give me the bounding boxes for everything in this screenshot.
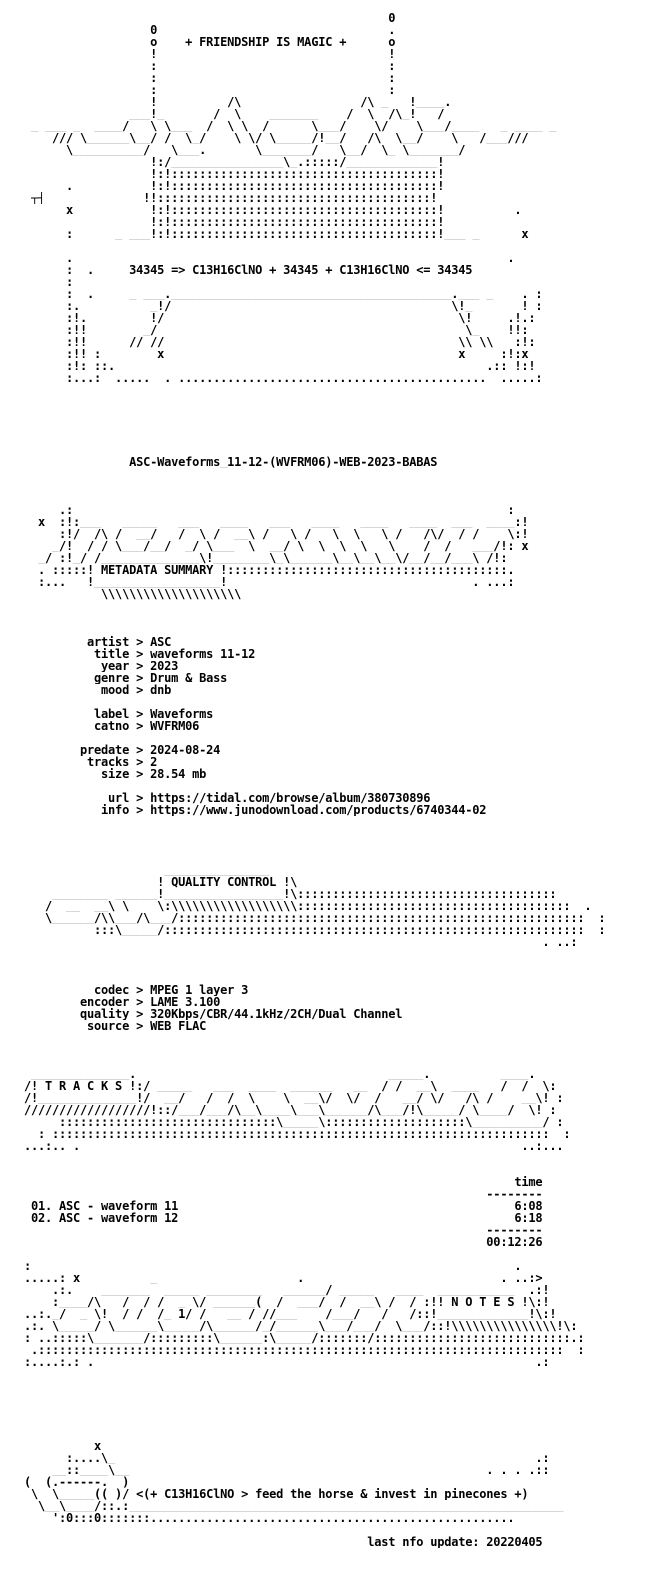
nfo-line: /!______________!/ __/ / / \ \ __\/ \/ / __/ \/ /\ / __\! : [24, 1092, 564, 1104]
nfo-line [24, 816, 605, 828]
nfo-line: .: : [24, 504, 515, 516]
nfo-line [24, 492, 605, 504]
nfo-line: ________ ______!_________________!\::::::::::::::::::::::::::::::::::::: [24, 888, 557, 900]
nfo-line: :....\_ .: [24, 1452, 550, 1464]
qc-source: source > WEB FLAC [24, 1020, 207, 1032]
tracks-header: /! T R A C K S !:/ _____ ___ ____ ______ __ / / __\ ____ / / \: [24, 1080, 557, 1092]
nfo-line: x !:!::::::::::::::::::::::::::::::::::::::! . [24, 204, 522, 216]
nfo-line: x [24, 1440, 102, 1452]
nfo-line [24, 828, 605, 840]
nfo-line: __::____\__ . . . .:: [24, 1464, 550, 1476]
nfo-line: _ ___ _ ____/ \ \___ / \ \ / \___/ \/ \___/____ _ ____ _ [24, 120, 557, 132]
nfo-line [24, 624, 605, 636]
nfo-line: : : [24, 72, 396, 84]
nfo-line: :::::::::::::::::::::::::::::::\_____\::::::::::::::::::::\__________/ : [24, 1116, 564, 1128]
nfo-line: :!! // // \\ \\ :!: [24, 336, 536, 348]
meta-title: title > waveforms 11-12 [24, 648, 256, 660]
nfo-line [24, 972, 605, 984]
qc-codec: codec > MPEG 1 layer 3 [24, 984, 249, 996]
nfo-line: ( (.------. ) [24, 1476, 543, 1488]
nfo-line: :. _!/ \!_ ! : [24, 300, 543, 312]
nfo-line [24, 1548, 605, 1560]
nfo-line: :!! : x x :!:x [24, 348, 529, 360]
nfo-line [24, 600, 605, 612]
nfo-line: :....:.: . .: [24, 1356, 550, 1368]
nfo-line: : . 34345 => C13H16ClNO + 34345 + C13H16ClNO <= 34345 [24, 264, 473, 276]
nfo-line: x :!:___ _____ ___ ____ ___ ____ ____ ____ ___ ____:! [24, 516, 529, 528]
track-time-header: time [24, 1176, 543, 1188]
nfo-line: : _ ___!:!::::::::::::::::::::::::::::::::::::::!___ _ x [24, 228, 529, 240]
nfo-line [24, 432, 605, 444]
nfo-line [24, 240, 605, 252]
nfo-line [24, 468, 605, 480]
meta-predate: predate > 2024-08-24 [24, 744, 221, 756]
notes-text [24, 1524, 605, 1536]
nfo-line: .....: x _ . . ..:> [24, 1272, 543, 1284]
nfo-line: : : [24, 84, 396, 96]
nfo-line [24, 1560, 605, 1572]
nfo-line: .:. \_____/ \______\_____/\______/_/______\___/___/ \___/::!\\\\\\\\\\\\\\\!\: [24, 1320, 578, 1332]
nfo-line: :::\_____/:::::::::::::::::::::::::::::::::::::::::::::::::::::::::::: : [24, 924, 606, 936]
nfo-line: ...:.. . ..:... [24, 1140, 564, 1152]
meta-year: year > 2023 [24, 660, 179, 672]
track-row-1: 01. ASC - waveform 11 6:08 [24, 1200, 543, 1212]
nfo-line: \__________/ \___. \_______/ \__/ \_ \_______/ [24, 144, 466, 156]
nfo-line [24, 396, 605, 408]
nfo-line [24, 0, 605, 12]
nfo-line: ':0:::0:::::::.................................................... [24, 1512, 515, 1524]
qc-quality: quality > 320Kbps/CBR/44.1kHz/2CH/Dual Channel [24, 1008, 403, 1020]
nfo-line [24, 420, 605, 432]
nfo-line [24, 852, 605, 864]
nfo-line: . !:!::::::::::::::::::::::::::::::::::::::! [24, 180, 445, 192]
meta-artist: artist > ASC [24, 636, 172, 648]
nfo-line [24, 1248, 605, 1260]
nfo-line [24, 1152, 605, 1164]
nfo-line [24, 444, 605, 456]
nfo-line [24, 1416, 605, 1428]
notes-header: :____/\ / / / _ \/ ______( / ___/ / __\ / / :!! N O T E S !\:! [24, 1296, 550, 1308]
nfo-line: .::::::::::::::::::::::::::::::::::::::::::::::::::::::::::::::::::::::::::: : [24, 1344, 585, 1356]
nfo-line [24, 1368, 605, 1380]
nfo-line: -------- [24, 1188, 543, 1200]
nfo-line [24, 1428, 605, 1440]
nfo-line: : . [24, 1260, 522, 1272]
meta-url: url > https://tidal.com/browse/album/380730896 [24, 792, 431, 804]
nfo-line: ! ! [24, 48, 396, 60]
nfo-line: //////////////////!::/___/___/\__\____\___\______/\___/!\_____/ \____/ \! : [24, 1104, 557, 1116]
nfo-line: : ::::::::::::::::::::::::::::::::::::::::::::::::::::::::::::::::::::::: : [24, 1128, 571, 1140]
nfo-line [24, 1044, 605, 1056]
meta-mood: mood > dnb [24, 684, 172, 696]
nfo-line: -------- [24, 1224, 543, 1236]
nfo-line: ..:._/ _ \! / / /_ 1/ / __ / //___ /___/ / /::!_____________!\:! [24, 1308, 557, 1320]
nfo-line: :!. !/ \! .!.: [24, 312, 536, 324]
meta-label: label > Waveforms [24, 708, 214, 720]
nfo-line: .:. _______ _____ ________ ______/ _____ ____ ___________ .:! [24, 1284, 550, 1296]
nfo-line: ______________. _____. ____. [24, 1068, 536, 1080]
nfo-line: ___!_ / \ _______ / \ /\_! / [24, 108, 445, 120]
nfo-line: \ \_____(( )/ <(+ C13H16ClNO > feed the horse & invest in pinecones +) [24, 1488, 529, 1500]
nfo-line: : . _ ___.________________________________________.___ _ . : [24, 288, 543, 300]
track-total-time: 00:12:26 [24, 1236, 543, 1248]
meta-info: info > https://www.junodownload.com/products/6740344-02 [24, 804, 487, 816]
metadata-summary-header: . :::::! METADATA SUMMARY !::::::::::::::::::::::::::::::::::::::::. [24, 564, 515, 576]
nfo-line: / __ __\ \ \:\\\\\\\\\\\\\\\\\\::::::::::::::::::::::::::::::::::::::: . [24, 900, 592, 912]
track-row-2: 02. ASC - waveform 12 6:18 [24, 1212, 543, 1224]
release-name: ASC-Waveforms_11-12-(WVFRM06)-WEB-2023-BABAS [24, 456, 438, 468]
nfo-line: _______________ [24, 864, 270, 876]
nfo-line: :...: ..... . ............................................ .....: [24, 372, 543, 384]
nfo-line: \__\____/::.:______________________________________________________________ [24, 1500, 564, 1512]
nfo-line [24, 480, 605, 492]
nfo-text [24, 0, 605, 1584]
meta-catno: catno > WVFRM06 [24, 720, 200, 732]
nfo-line: \______/\\___/\___/:::::::::::::::::::::::::::::::::::::::::::::::::::::::::: : [24, 912, 606, 924]
nfo-line [24, 840, 605, 852]
meta-genre: genre > Drum & Bass [24, 672, 228, 684]
nfo-line: ┬┤ !!:::::::::::::::::::::::::::::::::::::::! [24, 192, 438, 204]
nfo-line [24, 1164, 605, 1176]
nfo-line [24, 1056, 605, 1068]
nfo-line: /// \______\__/ / \_/ \ \/ \_____/!__/ /\ \__/ \ /___/// [24, 132, 529, 144]
nfo-line [24, 1032, 605, 1044]
nfo-line: _/! / / \___/__/ _/ \___ \ __/ \ \ \ \ \ / / ___/!: x [24, 540, 529, 552]
nfo-line: : : [24, 60, 396, 72]
nfo-line: !:/________________\_.:::::/_____________! [24, 156, 445, 168]
nfo-line [24, 960, 605, 972]
nfo-line [24, 612, 605, 624]
nfo-line [24, 780, 605, 792]
last-update [24, 1572, 605, 1584]
qc-encoder: encoder > LAME 3.100 [24, 996, 221, 1008]
nfo-line: 0 . [24, 24, 396, 36]
quality-control-header: ! QUALITY CONTROL !\ [24, 876, 298, 888]
nfo-line [24, 948, 605, 960]
nfo-line: ! /\ /\ _ !____. [24, 96, 452, 108]
nfo-line: : [24, 276, 74, 288]
nfo-line: . ..: [24, 936, 578, 948]
nfo-line: . . [24, 252, 515, 264]
meta-size: size > 28.54 mb [24, 768, 207, 780]
nfo-line: \\\\\\\\\\\\\\\\\\\\ [24, 588, 242, 600]
nfo-line [24, 1404, 605, 1416]
meta-tracks: tracks > 2 [24, 756, 158, 768]
nfo-line: !:!::::::::::::::::::::::::::::::::::::::! [24, 216, 445, 228]
nfo-line: last nfo update: 20220405 [24, 1536, 543, 1548]
nfo-line: o + FRIENDSHIP IS MAGIC + o [24, 36, 396, 48]
nfo-line: !:!::::::::::::::::::::::::::::::::::::::! [24, 168, 445, 180]
nfo-line [24, 696, 605, 708]
nfo-line: :... !__________________! . ...: [24, 576, 515, 588]
nfo-line: 0 [24, 12, 396, 24]
nfo-line: :!: ::. .:: !:! [24, 360, 536, 372]
nfo-line: : ..:::::\_______/:::::::::\______:\_____/:::::::/::::::::::::::::::::::::::::.: [24, 1332, 585, 1344]
nfo-line [24, 408, 605, 420]
nfo-line: :!/ /\ / __/ / \ / __\ / \ / \ \ \ / /\/ / / \:! [24, 528, 529, 540]
nfo-line [24, 384, 605, 396]
nfo-line [24, 1392, 605, 1404]
nfo-line: _/ :!_/ /______________\!________\_\______\__\__\__\/__/__/___\ /!: [24, 552, 508, 564]
nfo-line [24, 732, 605, 744]
nfo-line: :!! _/ \_ !!: [24, 324, 529, 336]
nfo-line [24, 1380, 605, 1392]
